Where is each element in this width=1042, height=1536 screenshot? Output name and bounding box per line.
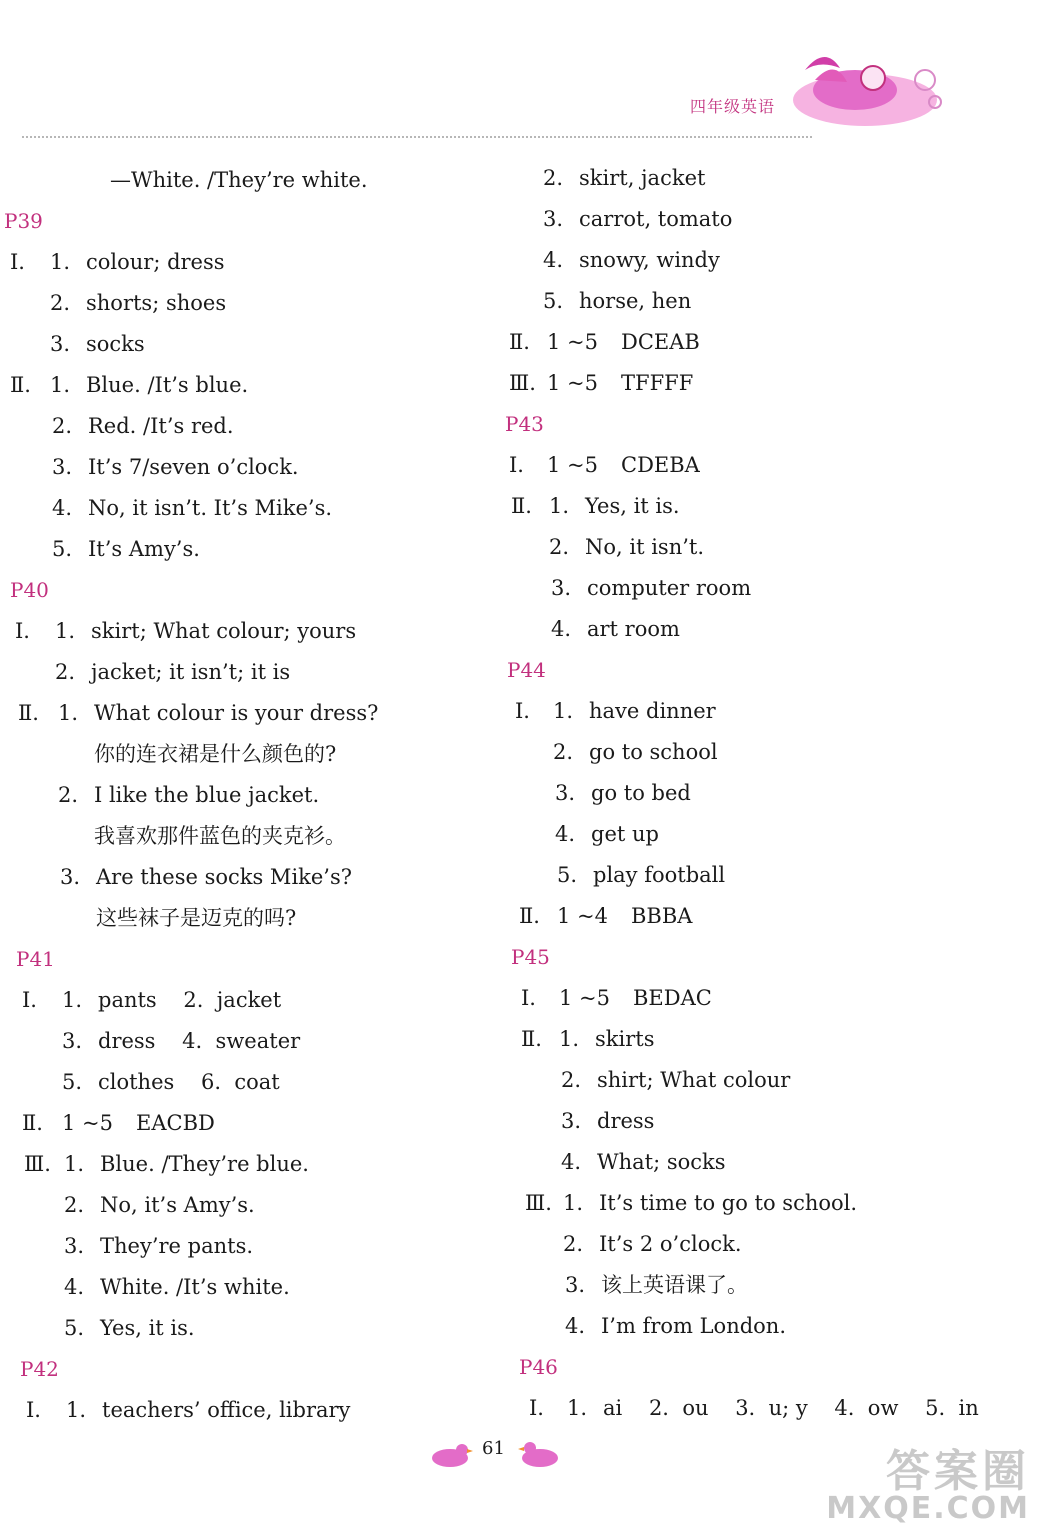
answer-line xyxy=(0,1144,470,1185)
answer-text: Blue. /It’s blue. xyxy=(86,373,249,397)
answer-text: What colour is your dress? xyxy=(94,701,379,725)
roman-numeral: Ⅱ. xyxy=(509,330,530,354)
section-page-label xyxy=(0,1349,470,1390)
answer-line xyxy=(505,855,975,896)
answer-text: shirt; What colour xyxy=(597,1068,791,1092)
item-number: 2. xyxy=(52,414,73,438)
item-number: 2. xyxy=(55,660,76,684)
answer-line xyxy=(0,1021,470,1062)
answer-text: CDEBA xyxy=(621,453,700,477)
answer-text: dress 4. sweater xyxy=(98,1029,301,1053)
roman-numeral: Ⅰ. xyxy=(22,988,37,1012)
left-column xyxy=(0,160,470,1431)
answer-text: No, it isn’t. xyxy=(585,535,705,559)
answer-text: 这些袜子是迈克的吗? xyxy=(96,906,297,930)
answer-text: I like the blue jacket. xyxy=(94,783,320,807)
item-number: 1. xyxy=(553,699,574,723)
answer-text: snowy, windy xyxy=(579,248,720,272)
item-number: 4. xyxy=(565,1314,586,1338)
answer-line xyxy=(0,447,470,488)
answer-line xyxy=(505,199,975,240)
answer-text: 我喜欢那件蓝色的夹克衫。 xyxy=(94,824,346,848)
answer-text: horse, hen xyxy=(579,289,692,313)
watermark-url: MXQE.COM xyxy=(826,1491,1030,1526)
roman-numeral: Ⅱ. xyxy=(18,701,39,725)
item-number: 4. xyxy=(555,822,576,846)
answer-text: art room xyxy=(587,617,680,641)
answer-line xyxy=(0,488,470,529)
right-bird-icon xyxy=(518,1438,563,1470)
roman-numeral: Ⅰ. xyxy=(529,1396,544,1420)
answer-text: It’s time to go to school. xyxy=(599,1191,858,1215)
item-number: 4. xyxy=(52,496,73,520)
section-page-label xyxy=(505,404,975,445)
answer-line xyxy=(0,365,470,406)
answer-text: go to bed xyxy=(591,781,691,805)
section-page-label xyxy=(505,937,975,978)
roman-numeral: Ⅰ. xyxy=(521,986,536,1010)
section-label: P43 xyxy=(505,412,544,436)
item-number: 1. xyxy=(563,1191,584,1215)
answer-line xyxy=(505,1388,979,1429)
answer-text: teachers’ office, library xyxy=(102,1398,351,1422)
item-number: 3. xyxy=(561,1109,582,1133)
answer-line xyxy=(0,1308,470,1349)
right-column xyxy=(505,158,979,1429)
item-number: 1 ~5 xyxy=(559,986,610,1010)
header-label: 四年级英语 xyxy=(690,97,776,116)
answer-text: BBBA xyxy=(631,904,693,928)
item-number: 5. xyxy=(64,1316,85,1340)
section-page-label xyxy=(0,201,470,242)
item-number: 1. xyxy=(55,619,76,643)
item-number: 3. xyxy=(551,576,572,600)
item-number: 3. xyxy=(52,455,73,479)
answer-text: White. /It’s white. xyxy=(100,1275,290,1299)
section-page-label xyxy=(0,939,470,980)
item-number: 1 ~5 xyxy=(62,1111,113,1135)
header-cartoon-icon xyxy=(785,40,945,135)
answer-line xyxy=(0,775,470,816)
answer-text: I’m from London. xyxy=(601,1314,787,1338)
answer-text: shorts; shoes xyxy=(86,291,227,315)
answer-line xyxy=(0,242,470,283)
item-number: 4. xyxy=(551,617,572,641)
item-number: 1. xyxy=(58,701,79,725)
answer-text: BEDAC xyxy=(633,986,712,1010)
answer-line xyxy=(505,773,975,814)
item-number: 5. xyxy=(543,289,564,313)
answer-text: What; socks xyxy=(597,1150,726,1174)
answer-line xyxy=(505,527,975,568)
answer-text: TFFFF xyxy=(621,371,694,395)
roman-numeral: Ⅱ. xyxy=(521,1027,542,1051)
answer-text: dress xyxy=(597,1109,655,1133)
item-number: 1. xyxy=(549,494,570,518)
answer-text: It’s 7/seven o’clock. xyxy=(88,455,299,479)
item-number: 1. xyxy=(66,1398,87,1422)
answer-text: —White. /They’re white. xyxy=(110,168,368,192)
item-number: 3. xyxy=(565,1273,586,1297)
answer-line xyxy=(505,1019,975,1060)
section-page-label xyxy=(0,570,470,611)
item-number: 4. xyxy=(64,1275,85,1299)
answer-line xyxy=(0,693,470,734)
answer-line xyxy=(505,814,975,855)
answer-text: EACBD xyxy=(136,1111,215,1135)
answer-line xyxy=(0,898,470,939)
answer-line xyxy=(0,324,470,365)
watermark-logo-text: 答案圈 xyxy=(886,1446,1030,1497)
roman-numeral: Ⅰ. xyxy=(15,619,30,643)
item-number: 4. xyxy=(561,1150,582,1174)
item-number: 1. xyxy=(64,1152,85,1176)
item-number: 2. xyxy=(50,291,71,315)
answer-text: go to school xyxy=(589,740,718,764)
item-number: 2. xyxy=(543,166,564,190)
section-label: P39 xyxy=(4,209,43,233)
roman-numeral: Ⅲ. xyxy=(509,371,536,395)
answer-text: No, it’s Amy’s. xyxy=(100,1193,255,1217)
section-label: P44 xyxy=(507,658,546,682)
answer-text: 该上英语课了。 xyxy=(601,1273,748,1297)
section-label: P45 xyxy=(511,945,550,969)
answer-text: skirt; What colour; yours xyxy=(91,619,357,643)
roman-numeral: Ⅲ. xyxy=(525,1191,552,1215)
answer-line xyxy=(0,857,470,898)
answer-line xyxy=(0,1062,470,1103)
answer-line xyxy=(505,240,975,281)
item-number: 5. xyxy=(62,1070,83,1094)
answer-line xyxy=(505,1101,975,1142)
item-number: 3. xyxy=(555,781,576,805)
item-number: 2. xyxy=(549,535,570,559)
answer-line xyxy=(505,1224,975,1265)
answer-text: 你的连衣裙是什么颜色的? xyxy=(94,742,337,766)
answer-line xyxy=(505,1265,975,1306)
answer-line xyxy=(505,896,975,937)
item-number: 1. xyxy=(559,1027,580,1051)
answer-line xyxy=(505,363,975,404)
section-label: P42 xyxy=(20,1357,59,1381)
roman-numeral: Ⅲ. xyxy=(24,1152,51,1176)
section-page-label xyxy=(505,650,975,691)
answer-line xyxy=(505,978,975,1019)
answer-line xyxy=(0,980,470,1021)
roman-numeral: Ⅰ. xyxy=(26,1398,41,1422)
item-number: 1. xyxy=(567,1396,588,1420)
item-number: 1 ~4 xyxy=(557,904,608,928)
answer-text: play football xyxy=(593,863,726,887)
answer-text: It’s 2 o’clock. xyxy=(599,1232,742,1256)
answer-text: Red. /It’s red. xyxy=(88,414,234,438)
item-number: 1. xyxy=(50,373,71,397)
answer-line xyxy=(0,1226,470,1267)
page-number: 61 xyxy=(482,1438,505,1459)
answer-line xyxy=(0,283,470,324)
item-number: 3. xyxy=(64,1234,85,1258)
answer-line xyxy=(0,1103,470,1144)
answer-line xyxy=(505,1060,975,1101)
answer-text: Yes, it is. xyxy=(100,1316,195,1340)
answer-text: have dinner xyxy=(589,699,716,723)
item-number: 3. xyxy=(62,1029,83,1053)
item-number: 2. xyxy=(561,1068,582,1092)
watermark xyxy=(826,1446,1030,1526)
answer-line xyxy=(505,1183,975,1224)
answer-line xyxy=(505,732,975,773)
answer-line xyxy=(0,1185,470,1226)
answer-line xyxy=(0,611,470,652)
answer-text: get up xyxy=(591,822,659,846)
answer-text: It’s Amy’s. xyxy=(88,537,200,561)
answer-text: clothes 6. coat xyxy=(98,1070,280,1094)
left-bird-icon xyxy=(428,1440,473,1470)
answer-text: No, it isn’t. It’s Mike’s. xyxy=(88,496,333,520)
roman-numeral: Ⅱ. xyxy=(10,373,31,397)
item-number: 3. xyxy=(50,332,71,356)
answer-line xyxy=(505,568,975,609)
answer-line xyxy=(0,734,470,775)
item-number: 4. xyxy=(543,248,564,272)
answer-text: They’re pants. xyxy=(100,1234,254,1258)
answer-text: DCEAB xyxy=(621,330,700,354)
section-page-label xyxy=(505,1347,975,1388)
answer-line xyxy=(0,1267,470,1308)
item-number: 2. xyxy=(563,1232,584,1256)
roman-numeral: Ⅰ. xyxy=(10,250,25,274)
answer-line xyxy=(0,529,470,570)
answer-line xyxy=(505,281,975,322)
answer-text: socks xyxy=(86,332,145,356)
roman-numeral: Ⅱ. xyxy=(519,904,540,928)
item-number: 2. xyxy=(64,1193,85,1217)
answer-text: pants 2. jacket xyxy=(98,988,282,1012)
answer-text: colour; dress xyxy=(86,250,225,274)
item-number: 1. xyxy=(50,250,71,274)
item-number: 2. xyxy=(58,783,79,807)
answer-text: Are these socks Mike’s? xyxy=(96,865,353,889)
answer-line xyxy=(505,322,975,363)
answer-text: Yes, it is. xyxy=(585,494,680,518)
answer-line xyxy=(0,406,470,447)
roman-numeral: Ⅰ. xyxy=(509,453,524,477)
item-number: 1 ~5 xyxy=(547,453,598,477)
section-label: P41 xyxy=(16,947,55,971)
answer-line xyxy=(505,609,975,650)
item-number: 5. xyxy=(52,537,73,561)
answer-line xyxy=(505,445,975,486)
answer-line xyxy=(505,1306,975,1347)
answer-line xyxy=(505,691,975,732)
answer-line xyxy=(0,652,470,693)
answer-text: carrot, tomato xyxy=(579,207,733,231)
roman-numeral: Ⅱ. xyxy=(511,494,532,518)
roman-numeral: Ⅱ. xyxy=(22,1111,43,1135)
answer-text: skirts xyxy=(595,1027,655,1051)
answer-text: Blue. /They’re blue. xyxy=(100,1152,309,1176)
item-number: 1. xyxy=(62,988,83,1012)
item-number: 1 ~5 xyxy=(547,330,598,354)
answer-line xyxy=(0,1390,470,1431)
item-number: 3. xyxy=(60,865,81,889)
answer-text: computer room xyxy=(587,576,752,600)
answer-line xyxy=(0,160,470,201)
header-divider xyxy=(22,136,812,138)
answer-line xyxy=(505,1142,975,1183)
section-label: P46 xyxy=(519,1355,558,1379)
answer-line xyxy=(505,158,975,199)
answer-text: skirt, jacket xyxy=(579,166,706,190)
item-number: 3. xyxy=(543,207,564,231)
answer-line xyxy=(0,816,470,857)
answer-text: ai 2. ou 3. u; y 4. ow 5. in xyxy=(603,1396,979,1420)
answer-text: jacket; it isn’t; it is xyxy=(91,660,291,684)
item-number: 1 ~5 xyxy=(547,371,598,395)
item-number: 5. xyxy=(557,863,578,887)
section-label: P40 xyxy=(10,578,49,602)
roman-numeral: Ⅰ. xyxy=(515,699,530,723)
answer-line xyxy=(505,486,975,527)
item-number: 2. xyxy=(553,740,574,764)
